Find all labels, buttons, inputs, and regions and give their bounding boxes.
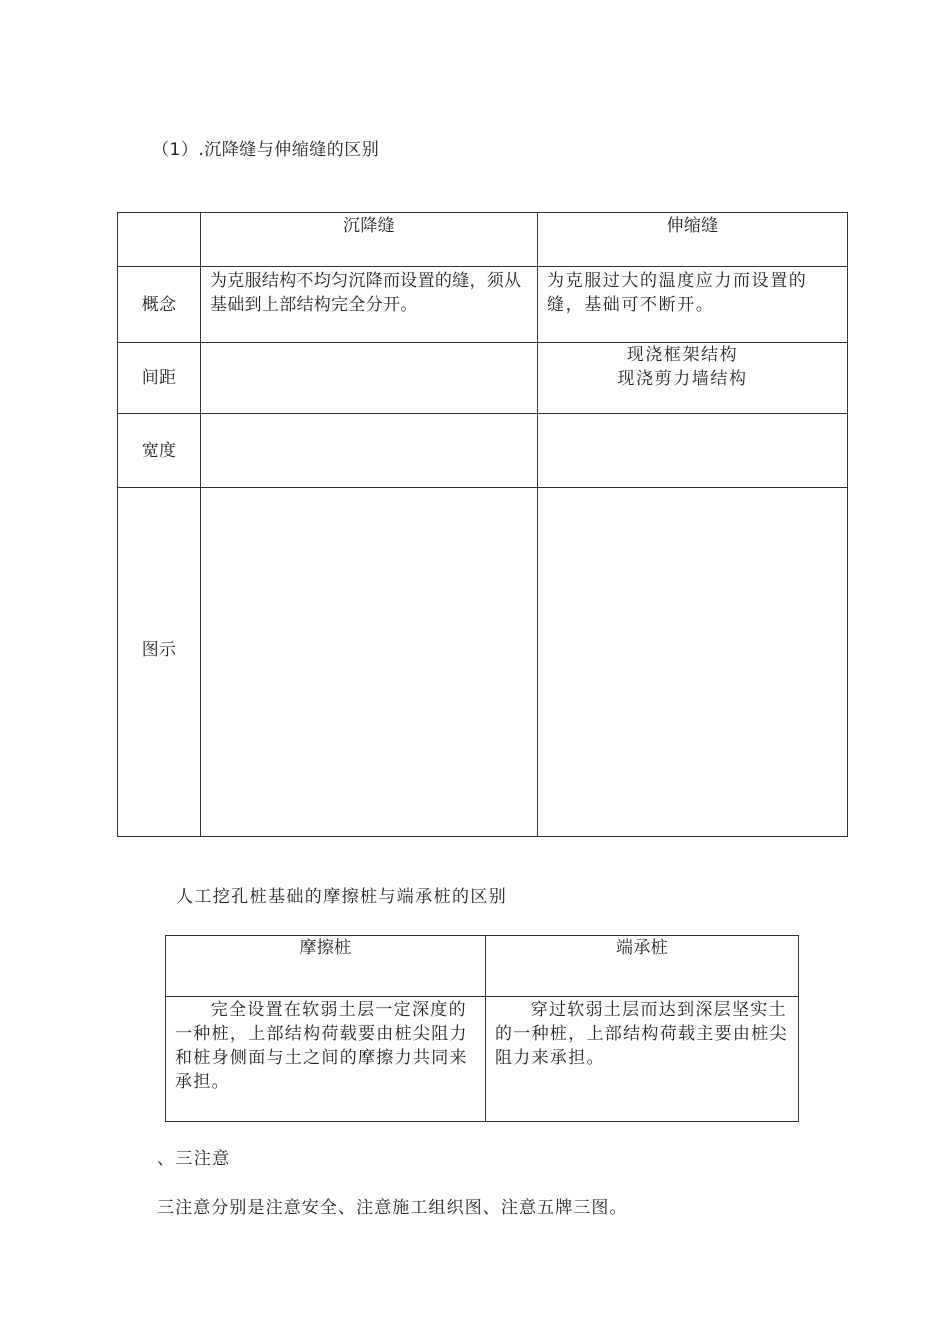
table-row bbox=[118, 267, 848, 343]
expansion-spacing-frame: 现浇框架结构 bbox=[626, 345, 739, 365]
cell-settlement-width bbox=[201, 414, 538, 488]
table-header-row bbox=[118, 213, 848, 267]
cell-settlement-diagram bbox=[201, 488, 538, 837]
heading-pile-comparison: 人工挖孔桩基础的摩擦桩与端承桩的区别 bbox=[176, 887, 508, 907]
heading-three-attentions: 、三注意 bbox=[157, 1149, 231, 1169]
cell-settlement-spacing bbox=[201, 343, 538, 414]
row-label-concept: 概念 bbox=[118, 267, 201, 343]
row-label-spacing: 间距 bbox=[118, 343, 201, 414]
row-label-diagram: 图示 bbox=[118, 488, 201, 837]
header-friction-pile: 摩擦桩 bbox=[166, 936, 486, 997]
cell-settlement-concept: 为克服结构不均匀沉降而设置的缝，须从基础到上部结构完全分开。 bbox=[201, 267, 538, 343]
three-attentions-paragraph: 三注意分别是注意安全、注意施工组织图、注意五牌三图。 bbox=[157, 1198, 628, 1218]
header-empty-cell bbox=[118, 213, 201, 267]
cell-expansion-spacing bbox=[538, 343, 848, 414]
cell-friction-pile-desc: 完全设置在软弱土层一定深度的一种桩，上部结构荷载要由桩尖阻力和桩身侧面与土之间的摩擦力共同来承担。 bbox=[166, 997, 486, 1122]
cell-expansion-diagram bbox=[538, 488, 848, 837]
header-expansion-joint: 伸缩缝 bbox=[538, 213, 848, 267]
table-row bbox=[166, 997, 799, 1122]
table-row bbox=[118, 343, 848, 414]
cell-expansion-concept: 为克服过大的温度应力而设置的缝，基础可不断开。 bbox=[538, 267, 848, 343]
row-label-width: 宽度 bbox=[118, 414, 201, 488]
table-row bbox=[118, 488, 848, 837]
header-end-bearing-pile: 端承桩 bbox=[486, 936, 799, 997]
cell-expansion-width bbox=[538, 414, 848, 488]
table-header-row bbox=[166, 936, 799, 997]
table-row bbox=[118, 414, 848, 488]
header-settlement-joint: 沉降缝 bbox=[201, 213, 538, 267]
cell-end-bearing-pile-desc: 穿过软弱土层而达到深层坚实土的一种桩，上部结构荷载主要由桩尖阻力来承担。 bbox=[486, 997, 799, 1122]
joint-comparison-table bbox=[117, 212, 848, 837]
heading-settlement-vs-expansion: （1）.沉降缝与伸缩缝的区别 bbox=[152, 140, 380, 160]
pile-comparison-table bbox=[165, 935, 799, 1122]
expansion-spacing-shear-wall: 现浇剪力墙结构 bbox=[617, 369, 748, 389]
